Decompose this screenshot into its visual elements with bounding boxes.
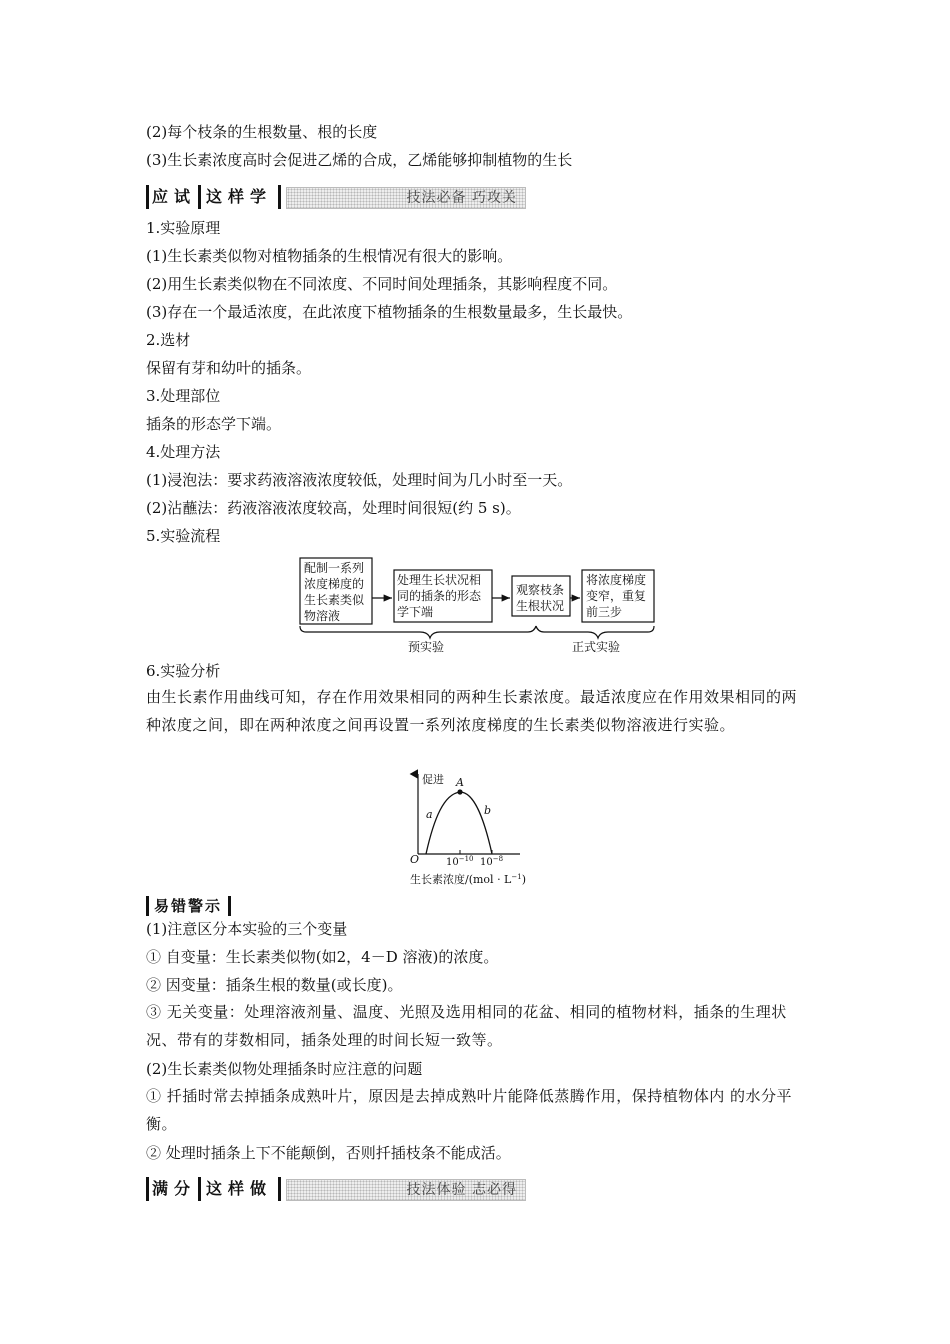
flow-box-1-line: 配制一系列 xyxy=(304,561,365,575)
section-title-flow: 5.实验流程 xyxy=(146,527,221,545)
banner-bar xyxy=(146,185,149,209)
part-text: 插条的形态学下端。 xyxy=(146,415,282,433)
banner-strip xyxy=(286,187,526,209)
section-title-material: 2.选材 xyxy=(146,331,191,349)
flow-box-2-line: 处理生长状况相 xyxy=(397,573,482,587)
banner-bar xyxy=(198,1177,201,1201)
material-text: 保留有芽和幼叶的插条。 xyxy=(146,359,312,377)
intro-line-3: (3)生长素浓度高时会促进乙烯的合成，乙烯能够抑制植物的生长 xyxy=(146,151,573,169)
section-banner-practice xyxy=(146,1177,526,1201)
warning-p1-item-3: ③ 无关变量：处理溶液剂量、温度、光照及选用相同的花盆、相同的植物材料，插条的生理状况、带有的芽数相同，插条处理的时间长短一致等。 xyxy=(146,1003,787,1049)
banner-strip-text: 技法体验 志必得 xyxy=(406,1182,517,1198)
analysis-text: 由生长素作用曲线可知，存在作用效果相同的两种生长素浓度。最适浓度应在作用效果相同的两种浓度之间，即在两种浓度之间再设置一系列浓度梯度的生长素类似物溶液进行实验。 xyxy=(146,688,798,734)
origin-label: O xyxy=(410,853,420,866)
warning-p2-item-2: ② 处理时插条上下不能颠倒，否则扦插枝条不能成活。 xyxy=(146,1144,511,1162)
brace-pre xyxy=(300,626,536,638)
section-banner-study xyxy=(146,185,526,209)
section-title-principle: 1.实验原理 xyxy=(146,219,221,237)
banner-bar xyxy=(278,185,281,209)
flow-box-4-line: 前三步 xyxy=(586,605,623,619)
method-item-2: (2)沾蘸法：药液溶液浓度较高，处理时间很短(约 5 s)。 xyxy=(146,499,521,517)
curve-label-b: b xyxy=(484,804,492,817)
peak-point xyxy=(457,789,462,794)
tick-label-1: $10^{-10}$ xyxy=(446,855,474,868)
flow-box-2-line: 同的插条的形态 xyxy=(397,589,482,603)
banner-bar xyxy=(278,1177,281,1201)
y-axis-label: 促进 xyxy=(422,773,444,786)
banner-bar xyxy=(198,185,201,209)
warning-p1-item-2: ② 因变量：插条生根的数量(或长度)。 xyxy=(146,976,403,994)
banner-label-right: 这样学 xyxy=(206,187,273,206)
warning-p1-title: (1)注意区分本实验的三个变量 xyxy=(146,920,348,938)
flow-box-2-line: 学下端 xyxy=(397,605,434,619)
flowchart xyxy=(290,552,670,654)
section-title-method: 4.处理方法 xyxy=(146,443,221,461)
growth-curve-chart xyxy=(400,768,560,890)
warning-p2-item-1: ① 扦插时常去掉插条成熟叶片，原因是去掉成熟叶片能降低蒸腾作用，保持植物体内 的水分平衡。 xyxy=(146,1087,793,1133)
tick-label-2: $10^{-8}$ xyxy=(480,855,504,868)
banner-strip-text: 技法必备 巧攻关 xyxy=(406,190,517,206)
flow-box-4-line: 将浓度梯度 xyxy=(586,573,647,587)
warning-p2-title: (2)生长素类似物处理插条时应注意的问题 xyxy=(146,1060,423,1078)
method-item-1: (1)浸泡法：要求药液溶液浓度较低，处理时间为几小时至一天。 xyxy=(146,471,573,489)
banner-label-left: 满分 xyxy=(152,1179,197,1198)
banner-bar xyxy=(146,1177,149,1201)
intro-line-2: (2)每个枝条的生根数量、根的长度 xyxy=(146,123,378,141)
banner-label-left: 应试 xyxy=(152,187,197,206)
flow-box-1-line: 浓度梯度的 xyxy=(304,577,365,591)
warning-title: 易错警示 xyxy=(154,897,223,915)
flow-box-1-line: 物溶液 xyxy=(304,609,341,623)
principle-item-3: (3)存在一个最适浓度，在此浓度下植物插条的生根数量最多，生长最快。 xyxy=(146,303,633,321)
peak-label: A xyxy=(456,776,464,789)
x-axis-label: 生长素浓度$/(mol \cdot L^{-1})$ xyxy=(410,873,526,886)
banner-label-right: 这样做 xyxy=(206,1179,273,1198)
brace-label-pre: 预实验 xyxy=(408,640,445,654)
brace-label-formal: 正式实验 xyxy=(572,640,621,654)
section-title-analysis: 6.实验分析 xyxy=(146,662,221,680)
banner-strip xyxy=(286,1179,526,1201)
flow-box-3-line: 生根状况 xyxy=(516,599,565,613)
flow-box-1-line: 生长素类似 xyxy=(304,593,365,607)
warning-p1-item-1: ① 自变量：生长素类似物(如2，4－D 溶液)的浓度。 xyxy=(146,948,499,966)
response-curve xyxy=(426,792,492,854)
warning-bar xyxy=(228,896,231,916)
curve-label-a: a xyxy=(426,808,433,821)
principle-item-1: (1)生长素类似物对植物插条的生根情况有很大的影响。 xyxy=(146,247,513,265)
flow-box-4-line: 变窄，重复 xyxy=(586,589,647,603)
flow-box-3-line: 观察枝条 xyxy=(516,583,565,597)
principle-item-2: (2)用生长素类似物在不同浓度、不同时间处理插条，其影响程度不同。 xyxy=(146,275,618,293)
section-title-part: 3.处理部位 xyxy=(146,387,221,405)
brace-formal xyxy=(536,626,654,638)
warning-bar xyxy=(146,896,149,916)
